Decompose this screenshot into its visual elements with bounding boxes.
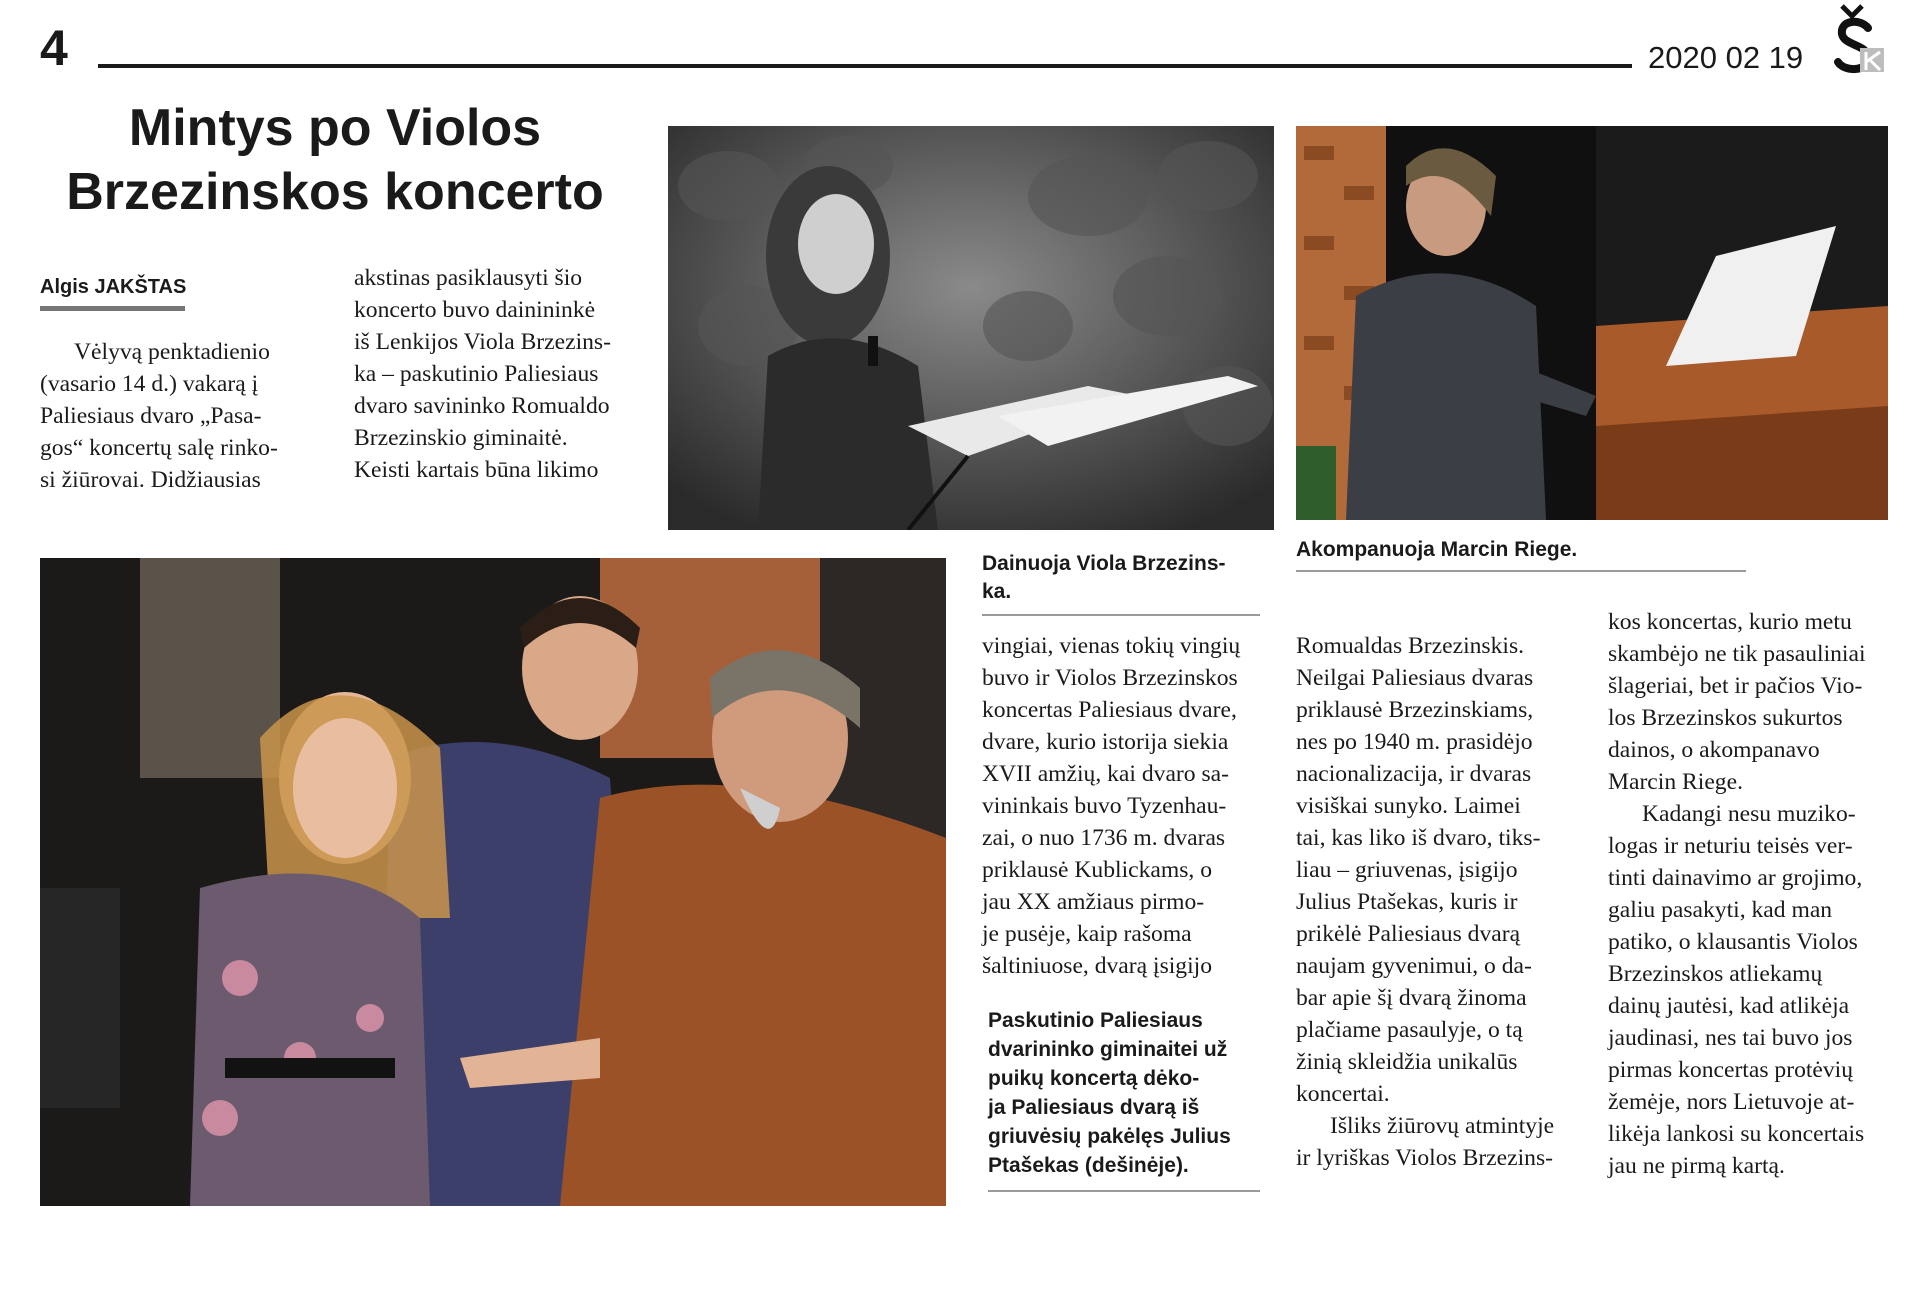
article-column-2 <box>354 262 634 486</box>
article-column-4 <box>1296 630 1576 1174</box>
text-line: priklausė Brzezinskiams, <box>1296 697 1534 723</box>
text-line: vingiai, vienas tokių vingių <box>982 633 1241 659</box>
caption-line: griuvėsių pakėlęs Julius <box>988 1125 1231 1148</box>
sk-newspaper-logo-icon <box>1834 4 1886 76</box>
text-line: priklausė Kublickams, o <box>982 857 1212 883</box>
text-line: koncerto buvo dainininkė <box>354 297 596 323</box>
text-line: je pusėje, kaip rašoma <box>982 921 1192 947</box>
text-line: akstinas pasiklausyti šio <box>354 265 583 291</box>
text-line: ir lyriškas Violos Brzezins- <box>1296 1145 1553 1171</box>
text-line: dvare, kurio istorija siekia <box>982 729 1229 755</box>
text-line: jau XX amžiaus pirmo- <box>982 889 1205 915</box>
text-line: prikėlė Paliesiaus dvarą <box>1296 921 1521 947</box>
headline-line-2: Brzezinskos koncerto <box>66 163 604 221</box>
article-headline <box>40 96 630 224</box>
page-number: 4 <box>40 20 68 76</box>
caption-rule <box>982 614 1260 616</box>
text-line: jaudinasi, nes tai buvo jos <box>1608 1025 1853 1051</box>
text-line: šaltiniuose, dvarą įsigijo <box>982 953 1213 979</box>
text-line: visiškai sunyko. Laimei <box>1296 793 1521 819</box>
text-line: si žiūrovai. Didžiausias <box>40 467 261 493</box>
text-line: jau ne pirmą kartą. <box>1608 1153 1785 1179</box>
text-line: liau – griuvenas, įsigijo <box>1296 857 1518 883</box>
text-line: iš Lenkijos Viola Brzezins- <box>354 329 611 355</box>
text-line: skambėjo ne tik pasauliniai <box>1608 641 1866 667</box>
group-photo-caption <box>988 1006 1270 1180</box>
text-line: Marcin Riege. <box>1608 769 1743 795</box>
caption-line: ka. <box>982 580 1012 603</box>
text-line: žemėje, nors Lietuvoje at- <box>1608 1089 1855 1115</box>
text-line: ka – paskutinio Paliesiaus <box>354 361 599 387</box>
text-line: kos koncertas, kurio metu <box>1608 609 1852 635</box>
text-line: Paliesiaus dvaro „Pasa- <box>40 403 262 429</box>
text-line: Julius Ptašekas, kuris ir <box>1296 889 1518 915</box>
text-line: Romualdas Brzezinskis. <box>1296 633 1525 659</box>
issue-date: 2020 02 19 <box>1648 40 1804 75</box>
text-line: XVII amžių, kai dvaro sa- <box>982 761 1229 787</box>
article-column-3 <box>982 630 1264 982</box>
text-line: vininkais buvo Tyzenhau- <box>982 793 1227 819</box>
text-line: koncertai. <box>1296 1081 1390 1107</box>
caption-line: puikų koncertą dėko- <box>988 1067 1200 1090</box>
group-photo <box>40 558 946 1206</box>
caption-line: Paskutinio Paliesiaus <box>988 1009 1203 1032</box>
header-rule <box>98 64 1632 68</box>
text-line: logas ir neturiu teisės ver- <box>1608 833 1853 859</box>
text-line: buvo ir Violos Brzezinskos <box>982 665 1238 691</box>
text-line: dainos, o akompanavo <box>1608 737 1820 763</box>
text-line: plačiame pasaulyje, o tą <box>1296 1017 1523 1043</box>
headline-line-1: Mintys po Violos <box>128 99 542 157</box>
text-line: koncertas Paliesiaus dvare, <box>982 697 1237 723</box>
text-line: nacionalizacija, ir dvaras <box>1296 761 1532 787</box>
pianist-photo-caption: Akompanuoja Marcin Riege. <box>1296 538 1578 561</box>
text-line: žinią skleidžia unikalūs <box>1296 1049 1518 1075</box>
text-line: Išliks žiūrovų atmintyje <box>1330 1113 1555 1139</box>
text-line: pirmas koncertas protėvių <box>1608 1057 1854 1083</box>
text-line: (vasario 14 d.) vakarą į <box>40 371 259 397</box>
text-line: los Brzezinskos sukurtos <box>1608 705 1843 731</box>
singer-photo <box>668 126 1274 530</box>
text-line: Kadangi nesu muziko- <box>1642 801 1856 827</box>
caption-rule <box>988 1190 1260 1192</box>
text-line: Neilgai Paliesiaus dvaras <box>1296 665 1534 691</box>
caption-line: Dainuoja Viola Brzezins- <box>982 552 1226 575</box>
text-line: Keisti kartais būna likimo <box>354 457 599 483</box>
text-line: nes po 1940 m. prasidėjo <box>1296 729 1533 755</box>
caption-rule <box>1296 570 1746 572</box>
text-line: bar apie šį dvarą žinoma <box>1296 985 1527 1011</box>
text-line: tai, kas liko iš dvaro, tiks- <box>1296 825 1541 851</box>
text-line: likėja lankosi su koncertais <box>1608 1121 1865 1147</box>
pianist-photo <box>1296 126 1888 520</box>
article-column-5 <box>1608 606 1890 1182</box>
text-line: dainų jautėsi, kad atlikėja <box>1608 993 1850 1019</box>
text-line: patiko, o klausantis Violos <box>1608 929 1858 955</box>
caption-line: Ptašekas (dešinėje). <box>988 1154 1189 1177</box>
caption-line: dvarininko giminaitei už <box>988 1038 1228 1061</box>
text-line: Brzezinskos atliekamų <box>1608 961 1823 987</box>
author-byline: Algis JAKŠTAS <box>40 276 187 298</box>
text-line: Vėlyvą penktadienio <box>74 339 270 365</box>
article-column-1 <box>40 336 320 496</box>
text-line: naujam gyvenimui, o da- <box>1296 953 1532 979</box>
singer-photo-caption <box>982 550 1272 606</box>
text-line: tinti dainavimo ar grojimo, <box>1608 865 1863 891</box>
text-line: zai, o nuo 1736 m. dvaras <box>982 825 1226 851</box>
text-line: Brzezinskio giminaitė. <box>354 425 568 451</box>
text-line: dvaro savininko Romualdo <box>354 393 610 419</box>
text-line: gos“ koncertų salę rinko- <box>40 435 278 461</box>
text-line: galiu pasakyti, kad man <box>1608 897 1833 923</box>
text-line: šlageriai, bet ir pačios Vio- <box>1608 673 1863 699</box>
author-rule <box>40 306 185 311</box>
caption-line: ja Paliesiaus dvarą iš <box>988 1096 1200 1119</box>
